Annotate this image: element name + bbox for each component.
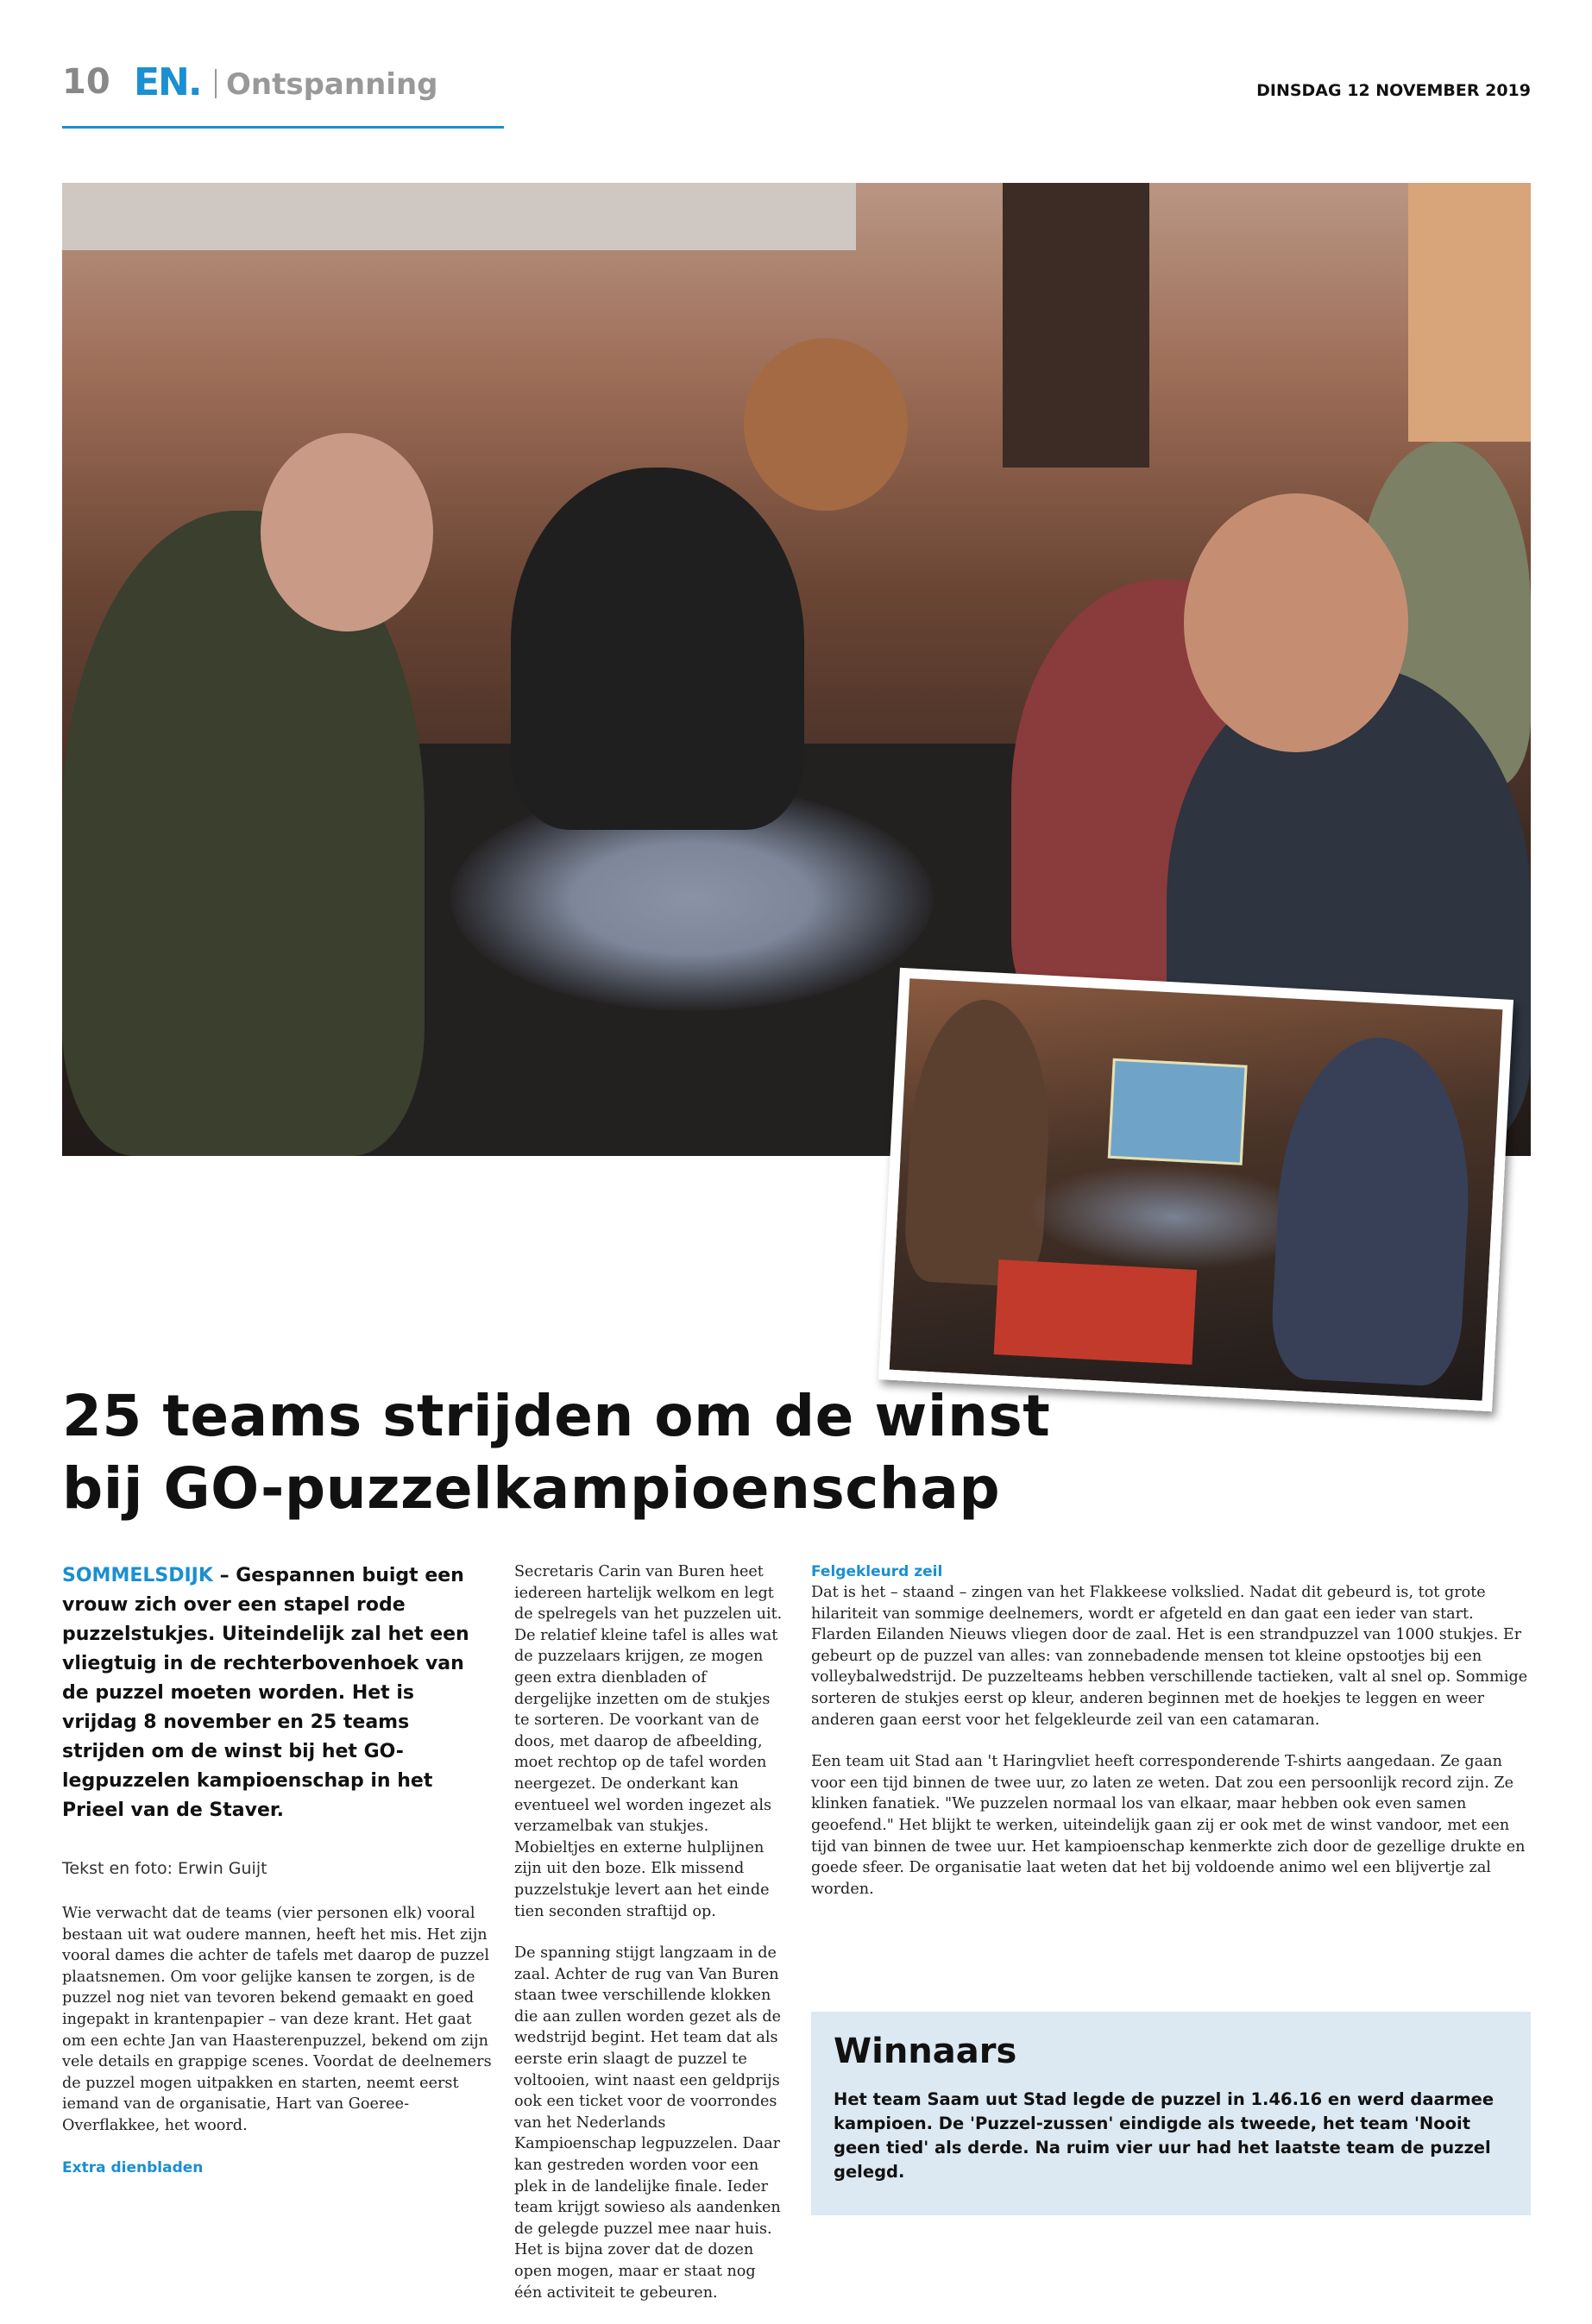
article-headline: [62, 1380, 1098, 1525]
section-name: Ontspanning: [226, 67, 438, 102]
winners-title: Winnaars: [834, 2032, 1017, 2071]
inset-person-left: [903, 996, 1055, 1288]
puzzle-box: [1108, 1058, 1248, 1165]
winners-text: Het team Saam uut Stad legde de puzzel in 1.46.16 en werd daarmee kampioen. De 'Puzzel-zussen' eindigde als tweede, het team 'Nooit geen tied' als derde. Na ruim vier uur had het laatste team de puzzel gelegd.: [834, 2089, 1494, 2182]
header-rule: [62, 126, 504, 129]
column-1: [62, 1561, 494, 2178]
article-lead: [62, 1561, 494, 1825]
person-boy-body: [511, 468, 804, 830]
red-tray: [994, 1259, 1197, 1365]
body-paragraph-5: Een team uit Stad aan 't Haringvliet heeft corresponderende T-shirts aangedaan. Ze gaan voor een tijd binnen de twee uur, zo laten ze weten. Dat zou een persoonlijk record zijn. Ze klinken fanatiek. "We puzzelen normaal los van elkaar, maar hebben ook even samen geoefend." Het blijkt te werken, uiteindelijk gaan zij er ook met de winst vandoor, met een tijd van binnen de twee uur. Het kampioenschap kenmerkte zich door de gezellige drukte en goede sfeer. De organisatie laat weten dat het bij voldoende animo wel een blijvertje zal worden.: [811, 1753, 1526, 1898]
winners-box: [811, 2012, 1531, 2215]
inset-person-right: [1269, 1033, 1477, 1387]
lead-text: – Gespannen buigt een vrouw zich over een stapel rode puzzelstukjes. Uiteindelijk zal het een vliegtuig in de rechterbovenhoek van de puzzel moeten worden. Het is vrijdag 8 november en 25 teams strijden om de winst bij het GO-legpuzzelen kampioenschap in het Prieel van de Staver.: [62, 1565, 469, 1821]
inset-photo: [878, 968, 1513, 1412]
dateline: SOMMELSDIJK: [62, 1565, 213, 1586]
projection-screen: [62, 183, 856, 250]
issue-date: DINSDAG 12 NOVEMBER 2019: [1256, 81, 1531, 100]
body-paragraph-3: De spanning stijgt langzaam in de zaal. Achter de rug van Van Buren staan twee verschillende klokken die aan zullen worden gezet als de wedstrijd begint. Het team dat als eerste erin slaagt de puzzel te voltooien, wint naast een geldprijs ook een ticket voor de voorrondes van het Nederlands Kampioenschap legpuzzelen. Daar kan gestreden worden voor een plek in de landelijke finale. Ieder team krijgt sowieso als aandenken de gelegde puzzel mee naar huis. Het is bijna zover dat de dozen open mogen, maar er staat nog één activiteit te gebeuren.: [514, 1944, 782, 2302]
column-2: [514, 1561, 783, 2324]
subhead-felgekleurd-zeil: Felgekleurd zeil: [811, 1563, 943, 1580]
headline-line-2: bij GO-puzzelkampioenschap: [62, 1455, 1001, 1522]
person-boy-head: [744, 338, 908, 511]
headline-line-1: 25 teams strijden om de winst: [62, 1383, 1051, 1449]
body-paragraph-4: Dat is het – staand – zingen van het Flakkeese volkslied. Nadat dit gebeurd is, tot grote hilariteit van sommige deelnemers, wordt er afgeteld en dan gaat een ieder van start. Flarden Eilanden Nieuws vliegen door de zaal. Het is een strandpuzzel van 1000 stukjes. Er gebeurt op de puzzel van alles: van zonnebadende mensen tot kleine opstootjes bij een volleybalwedstrijd. De puzzelteams hebben verschillende tactieken, valt al snel op. Sommige sorteren de stukjes eerst op kleur, anderen beginnen met de hoekjes te leggen en weer anderen gaan eerst voor het felgekleurde zeil van een catamaran.: [811, 1584, 1528, 1729]
en-logo: EN.: [134, 60, 201, 104]
logo-divider: [215, 69, 217, 98]
subhead-extra-dienbladen: Extra dienbladen: [62, 2158, 204, 2176]
byline: Tekst en foto: Erwin Guijt: [62, 1859, 267, 1878]
stage-curtain: [1003, 183, 1149, 468]
body-paragraph-2: Secretaris Carin van Buren heet iedereen hartelijk welkom en legt de spelregels van het puzzelen uit. De relatief kleine tafel is alles wat de puzzelaars krijgen, ze mogen geen extra dienbladen of dergelijke inzetten om de stukjes te sorteren. De voorkant van de doos, met daarop de afbeelding, moet rechtop op de tafel worden neergezet. De onderkant kan eventueel wel worden ingezet als verzamelbak van stukjes. Mobieltjes en externe hulplijnen zijn uit den boze. Elk missend puzzelstukje levert aan het einde tien seconden straftijd op.: [514, 1563, 783, 1920]
back-wall: [1408, 183, 1531, 442]
column-3: [811, 1561, 1531, 1920]
person-woman-head: [261, 433, 433, 631]
body-paragraph-1: Wie verwacht dat de teams (vier personen elk) vooral bestaan uit wat oudere mannen, heeft het mis. Het zijn vooral dames die achter de tafels met daarop de puzzel plaatsnemen. Om voor gelijke kansen te zorgen, is de puzzel nog niet van tevoren bekend gemaakt en goed ingepakt in krantenpapier – van deze krant. Het gaat om een echte Jan van Haasterenpuzzel, bekend om zijn vele details en grappige scenes. Voordat de deelnemers de puzzel mogen uitpakken en starten, neemt eerst iemand van de organisatie, Hart van Goeree-Overflakkee, het woord.: [62, 1905, 492, 2134]
page-number: 10: [62, 62, 110, 102]
person-man-head: [1184, 493, 1408, 752]
page-header: [62, 62, 1531, 114]
